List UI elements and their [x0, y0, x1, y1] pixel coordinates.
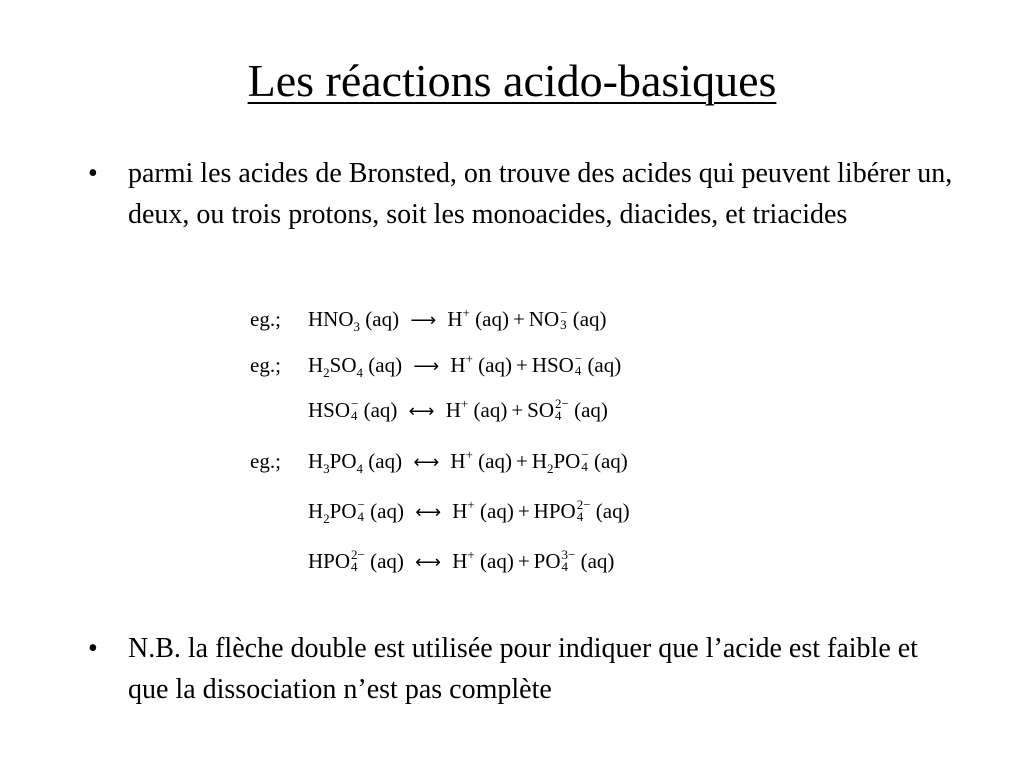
aq-label: (aq): [363, 398, 398, 422]
aq-label: (aq): [480, 549, 514, 573]
bullet-item-1: [88, 153, 958, 235]
product-2: SO 2− 4: [527, 396, 569, 424]
aq-label: (aq): [480, 499, 514, 523]
bullet-text: N.B. la flèche double est utilisée pour indiquer que l’acide est faible et que la dissociation n’est pas complète: [128, 633, 918, 705]
reactant: HSO − 4: [308, 396, 359, 424]
bullet-icon: •: [88, 158, 98, 189]
aq-label: (aq): [475, 307, 509, 331]
product-1: H+: [452, 547, 475, 573]
reactant: $H_3PO_4$: [308, 449, 364, 476]
aq-label: (aq): [580, 549, 615, 573]
product-1: H+: [450, 447, 473, 473]
aq-label: (aq): [478, 353, 512, 377]
product-2: $H_2PO$ − 4: [531, 447, 589, 476]
aq-label: (aq): [473, 398, 508, 422]
equation-2: [250, 352, 621, 380]
double-arrow-icon: ⟷: [415, 552, 441, 573]
product-2: PO 3− 4: [533, 547, 576, 575]
product-2: NO − 3: [528, 305, 568, 333]
product-1: H+: [452, 497, 475, 523]
eg-label: eg.;: [250, 353, 281, 377]
reactant: $HNO_3$: [308, 307, 360, 334]
reactant: $H_2SO_4$: [308, 353, 364, 380]
plus-sign: +: [511, 398, 524, 422]
eg-label: eg.;: [250, 307, 281, 331]
equation-1: [250, 306, 607, 334]
aq-label: (aq): [370, 499, 404, 523]
plus-sign: +: [512, 307, 525, 331]
aq-label: (aq): [368, 353, 403, 377]
double-arrow-icon: ⟷: [415, 502, 441, 523]
plus-sign: +: [517, 549, 530, 573]
slide-title: Les réactions acido-basiques: [247, 55, 777, 106]
equation-5: [308, 498, 630, 526]
product-2: HPO 2− 4: [533, 497, 591, 525]
product-1: H+: [450, 351, 473, 377]
aq-label: (aq): [365, 307, 400, 331]
plus-sign: +: [515, 449, 528, 473]
equation-3: [308, 397, 608, 425]
aq-label: (aq): [572, 307, 607, 331]
double-arrow-icon: ⟷: [413, 452, 440, 473]
product-1: H+: [447, 305, 470, 331]
arrow-right-icon: ⟶: [413, 356, 440, 377]
bullet-icon: •: [88, 633, 98, 664]
equation-4: [250, 448, 628, 476]
aq-label: (aq): [368, 449, 403, 473]
aq-label: (aq): [370, 549, 404, 573]
aq-label: (aq): [595, 499, 630, 523]
arrow-right-icon: ⟶: [410, 310, 437, 331]
aq-label: (aq): [593, 449, 628, 473]
double-arrow-icon: ⟷: [408, 401, 435, 422]
bullet-item-2: [88, 628, 958, 710]
aq-label: (aq): [587, 353, 622, 377]
aq-label: (aq): [478, 449, 512, 473]
eg-label: eg.;: [250, 449, 281, 473]
equation-6: [308, 548, 614, 576]
reactant: $H_2PO$ − 4: [308, 497, 365, 526]
plus-sign: +: [517, 499, 530, 523]
plus-sign: +: [515, 353, 528, 377]
reactant: HPO 2− 4: [308, 547, 365, 575]
bullet-text: parmi les acides de Bronsted, on trouve des acides qui peuvent libérer un, deux, ou trois protons, soit les monoacides, diacides, et triacides: [128, 158, 953, 230]
product-2: HSO − 4: [531, 351, 583, 379]
aq-label: (aq): [574, 398, 608, 422]
product-1: H+: [445, 396, 469, 422]
